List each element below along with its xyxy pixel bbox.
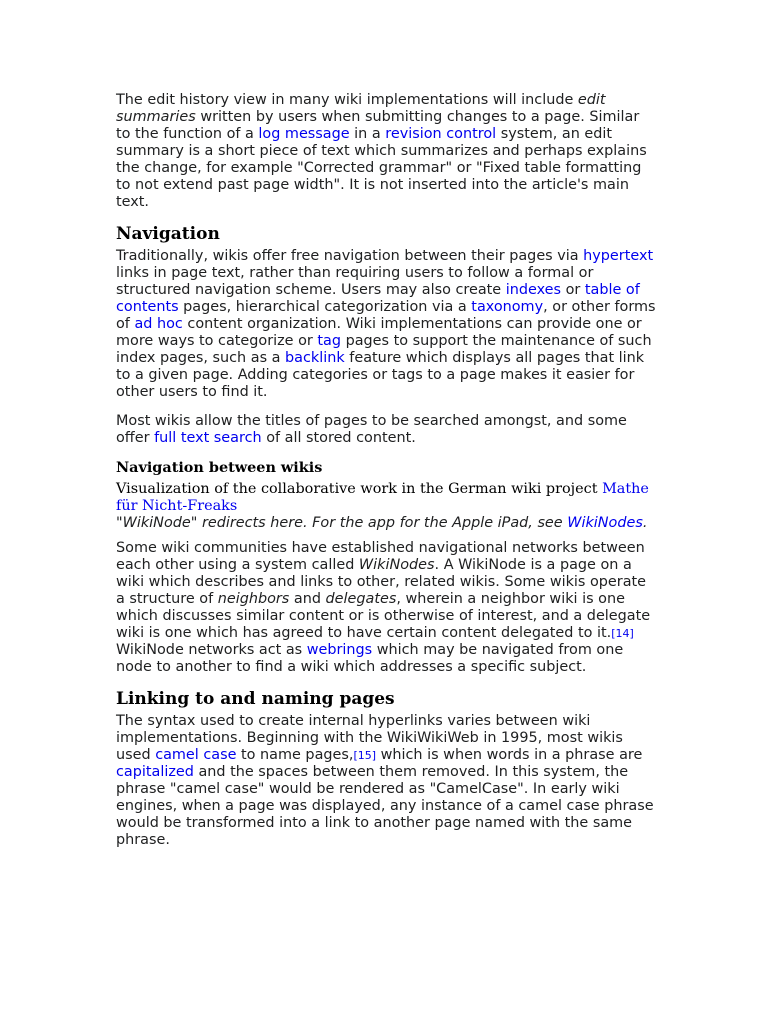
tag-link[interactable]: tag bbox=[317, 333, 342, 349]
paragraph-text: WikiNode networks act as bbox=[116, 642, 307, 658]
indexes-link[interactable]: indexes bbox=[505, 282, 561, 298]
full-text-search-link[interactable]: full text search bbox=[154, 430, 262, 446]
intro-text: The edit history view in many wiki implementations will include bbox=[116, 92, 578, 108]
paragraph-text: and the spaces between them removed. In this system, the phrase "camel case" would be rendered as "CamelCase". In early wiki engines, when a page was displayed, any instance of a camel case phrase would be transformed into a link to another page named with the same phrase. bbox=[116, 764, 654, 848]
camel-case-link[interactable]: camel case bbox=[155, 747, 237, 763]
wikinodes-link[interactable]: WikiNodes bbox=[567, 515, 643, 531]
paragraph-text: . A WikiNode is a page on a wiki which describes and links to other, related wikis. Some wikis operate a structure of bbox=[116, 557, 647, 607]
table-of-contents-link[interactable]: table of contents bbox=[116, 282, 640, 315]
figure-caption bbox=[116, 481, 656, 515]
article-body bbox=[116, 92, 656, 849]
paragraph-text: to name pages, bbox=[236, 747, 354, 763]
revision-control-link[interactable]: revision control bbox=[385, 126, 497, 142]
paragraph-text: Most wikis allow the titles of pages to be searched amongst, and some offer bbox=[116, 413, 627, 446]
paragraph-text: pages to support the maintenance of such index pages, such as a bbox=[116, 333, 652, 366]
taxonomy-link[interactable]: taxonomy bbox=[471, 299, 544, 315]
citation-15-link[interactable]: [15] bbox=[353, 749, 377, 762]
citation-14-link[interactable]: [14] bbox=[611, 627, 634, 640]
intro-text: in a bbox=[349, 126, 386, 142]
navigation-between-wikis-heading: Navigation between wikis bbox=[116, 459, 323, 476]
paragraph-text: and bbox=[289, 591, 326, 607]
capitalized-link[interactable]: capitalized bbox=[116, 764, 194, 780]
paragraph-text: , wherein a neighbor wiki is one which discusses similar content or is otherwise of interest, and a delegate wiki is one which has agreed to have certain content delegated to it. bbox=[116, 591, 651, 641]
paragraph-emphasis: WikiNodes bbox=[358, 557, 435, 573]
intro-emphasis: edit summaries bbox=[116, 92, 606, 125]
paragraph-emphasis: delegates bbox=[325, 591, 397, 607]
linking-paragraph bbox=[116, 713, 656, 849]
paragraph-emphasis: neighbors bbox=[217, 591, 290, 607]
intro-text: written by users when submitting changes to a page. Similar to the function of a bbox=[116, 109, 640, 142]
search-paragraph bbox=[116, 413, 656, 447]
paragraph-text: of all stored content. bbox=[261, 430, 416, 446]
paragraph-text: or bbox=[561, 282, 585, 298]
hatnote-text: redirects here. For the app for the Apple iPad, see bbox=[197, 515, 568, 531]
paragraph-text: which may be navigated from one node to another to find a wiki which addresses a specific subject. bbox=[116, 642, 624, 675]
intro-paragraph bbox=[116, 92, 656, 211]
hatnote-quote: " bbox=[190, 515, 198, 531]
mathe-fuer-nicht-freaks-link[interactable]: Mathe für Nicht-Freaks bbox=[116, 481, 649, 514]
paragraph-text: content organization. Wiki implementations can provide one or more ways to categorize or bbox=[116, 316, 642, 349]
caption-text: Visualization of the collaborative work in the German wiki project bbox=[116, 481, 603, 497]
paragraph-text: The syntax used to create internal hyperlinks varies between wiki implementations. Beginning with the WikiWikiWeb in 1995, most wikis used bbox=[116, 713, 623, 763]
navigation-heading: Navigation bbox=[116, 224, 220, 244]
wikinodes-paragraph bbox=[116, 540, 656, 676]
paragraph-text: which is when words in a phrase are bbox=[376, 747, 643, 763]
linking-heading: Linking to and naming pages bbox=[116, 689, 395, 709]
paragraph-text: links in page text, rather than requiring users to follow a formal or structured navigation scheme. Users may also create bbox=[116, 265, 594, 298]
paragraph-text: Some wiki communities have established navigational networks between each other using a system called bbox=[116, 540, 645, 573]
paragraph-text: , or other forms of bbox=[116, 299, 656, 332]
hatnote-quote: " bbox=[116, 515, 123, 531]
navigation-paragraph bbox=[116, 248, 656, 401]
hatnote bbox=[116, 515, 656, 532]
intro-text: system, an edit summary is a short piece of text which summarizes and perhaps explains the change, for example "Corrected grammar" or "Fixed table formatting to not extend past page width". It is not inserted into the article's main text. bbox=[116, 126, 647, 210]
ad-hoc-link[interactable]: ad hoc bbox=[134, 316, 183, 332]
paragraph-text: feature which displays all pages that link to a given page. Adding categories or tags to a page makes it easier for other users to find it. bbox=[116, 350, 645, 400]
hatnote-term: WikiNode bbox=[122, 515, 191, 531]
hypertext-link[interactable]: hypertext bbox=[583, 248, 654, 264]
paragraph-text: Traditionally, wikis offer free navigation between their pages via bbox=[116, 248, 584, 264]
hatnote-text: . bbox=[642, 515, 648, 531]
paragraph-text: pages, hierarchical categorization via a bbox=[178, 299, 472, 315]
backlink-link[interactable]: backlink bbox=[285, 350, 345, 366]
webrings-link[interactable]: webrings bbox=[306, 642, 373, 658]
log-message-link[interactable]: log message bbox=[258, 126, 350, 142]
